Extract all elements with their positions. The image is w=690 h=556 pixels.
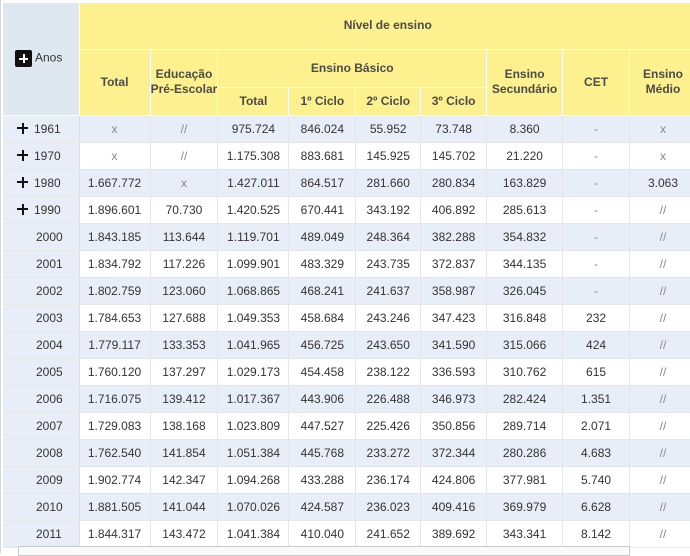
data-cell: 123.060 bbox=[150, 277, 218, 304]
year-label: 2006 bbox=[36, 392, 63, 406]
data-cell: // bbox=[630, 466, 690, 493]
year-label: 2004 bbox=[36, 338, 63, 352]
data-cell: 1.029.173 bbox=[218, 358, 289, 385]
data-cell: 344.135 bbox=[487, 250, 563, 277]
expand-row-icon[interactable] bbox=[17, 177, 28, 188]
year-cell[interactable] bbox=[3, 115, 79, 142]
ciclo-3-header: 3º Ciclo bbox=[421, 87, 487, 115]
data-cell: 248.364 bbox=[356, 223, 421, 250]
table-row bbox=[3, 196, 690, 223]
data-cell: 369.979 bbox=[487, 493, 563, 520]
data-cell: // bbox=[630, 196, 690, 223]
table-header bbox=[3, 3, 690, 115]
year-cell bbox=[3, 250, 79, 277]
year-label: 2002 bbox=[36, 284, 63, 298]
data-cell: 1.049.353 bbox=[218, 304, 289, 331]
table-row bbox=[3, 385, 690, 412]
data-cell: 1.843.185 bbox=[79, 223, 150, 250]
year-cell bbox=[3, 466, 79, 493]
data-cell: x bbox=[630, 142, 690, 169]
data-cell: 73.748 bbox=[421, 115, 487, 142]
data-cell: 864.517 bbox=[289, 169, 356, 196]
data-cell: x bbox=[630, 115, 690, 142]
data-cell: 137.297 bbox=[150, 358, 218, 385]
data-cell: 310.762 bbox=[487, 358, 563, 385]
data-cell: 975.724 bbox=[218, 115, 289, 142]
data-cell: 389.692 bbox=[421, 520, 487, 547]
data-cell: 1.070.026 bbox=[218, 493, 289, 520]
data-cell: 883.681 bbox=[289, 142, 356, 169]
data-cell: 358.987 bbox=[421, 277, 487, 304]
data-cell: // bbox=[630, 223, 690, 250]
data-cell: 483.329 bbox=[289, 250, 356, 277]
data-cell: 1.068.865 bbox=[218, 277, 289, 304]
table-row bbox=[3, 520, 690, 547]
data-cell: 1.094.268 bbox=[218, 466, 289, 493]
data-cell: 141.854 bbox=[150, 439, 218, 466]
data-cell: 326.045 bbox=[487, 277, 563, 304]
table-row bbox=[3, 115, 690, 142]
data-cell: // bbox=[630, 439, 690, 466]
data-cell: 285.613 bbox=[487, 196, 563, 223]
year-cell[interactable] bbox=[3, 169, 79, 196]
data-cell: 468.241 bbox=[289, 277, 356, 304]
ensino-basico-header: Ensino Básico bbox=[218, 49, 487, 87]
data-cell: x bbox=[150, 169, 218, 196]
basico-total-header: Total bbox=[218, 87, 289, 115]
anos-label: Anos bbox=[35, 51, 62, 65]
data-cell: - bbox=[563, 169, 630, 196]
data-cell: 241.652 bbox=[356, 520, 421, 547]
year-label: 2007 bbox=[36, 419, 63, 433]
total-header: Total bbox=[79, 49, 150, 115]
year-cell bbox=[3, 277, 79, 304]
data-cell: 145.925 bbox=[356, 142, 421, 169]
data-cell: // bbox=[630, 250, 690, 277]
year-label: 2008 bbox=[36, 446, 63, 460]
year-cell bbox=[3, 331, 79, 358]
data-cell: 424.587 bbox=[289, 493, 356, 520]
data-cell: 1.762.540 bbox=[79, 439, 150, 466]
year-cell[interactable] bbox=[3, 196, 79, 223]
data-cell: 236.174 bbox=[356, 466, 421, 493]
data-cell: 445.768 bbox=[289, 439, 356, 466]
data-cell: 336.593 bbox=[421, 358, 487, 385]
data-cell: - bbox=[563, 142, 630, 169]
data-cell: // bbox=[630, 358, 690, 385]
year-label: 2011 bbox=[36, 527, 62, 541]
year-label: 2009 bbox=[36, 473, 63, 487]
year-label: 2001 bbox=[36, 257, 63, 271]
data-cell: 55.952 bbox=[356, 115, 421, 142]
table-row bbox=[3, 169, 690, 196]
data-cell: 1.760.120 bbox=[79, 358, 150, 385]
year-cell bbox=[3, 385, 79, 412]
ciclo-1-header: 1º Ciclo bbox=[289, 87, 356, 115]
data-cell: 1.881.505 bbox=[79, 493, 150, 520]
data-cell: 846.024 bbox=[289, 115, 356, 142]
year-label: 2003 bbox=[36, 311, 63, 325]
data-cell: 243.246 bbox=[356, 304, 421, 331]
data-cell: 406.892 bbox=[421, 196, 487, 223]
data-cell: 5.740 bbox=[563, 466, 630, 493]
year-cell bbox=[3, 358, 79, 385]
data-cell: 1.834.792 bbox=[79, 250, 150, 277]
data-cell: // bbox=[150, 142, 218, 169]
data-cell: 1.099.901 bbox=[218, 250, 289, 277]
data-cell: 341.590 bbox=[421, 331, 487, 358]
table-row bbox=[3, 412, 690, 439]
data-cell: 409.416 bbox=[421, 493, 487, 520]
data-cell: 1.779.117 bbox=[79, 331, 150, 358]
expand-all-icon[interactable] bbox=[15, 50, 32, 67]
data-cell: 1.427.011 bbox=[218, 169, 289, 196]
data-cell: 236.023 bbox=[356, 493, 421, 520]
data-cell: 1.175.308 bbox=[218, 142, 289, 169]
ensino-medio-header: Ensino Médio bbox=[630, 49, 690, 115]
data-cell: 8.360 bbox=[487, 115, 563, 142]
data-cell: 8.142 bbox=[563, 520, 630, 547]
data-cell: 281.660 bbox=[356, 169, 421, 196]
data-cell: - bbox=[563, 115, 630, 142]
data-cell: // bbox=[630, 412, 690, 439]
data-cell: 163.829 bbox=[487, 169, 563, 196]
year-label: 1980 bbox=[34, 176, 61, 190]
table-row bbox=[3, 358, 690, 385]
table-row bbox=[3, 277, 690, 304]
data-cell: 372.344 bbox=[421, 439, 487, 466]
data-cell: 1.119.701 bbox=[218, 223, 289, 250]
data-cell: 21.220 bbox=[487, 142, 563, 169]
data-cell: 1.784.653 bbox=[79, 304, 150, 331]
data-cell: - bbox=[563, 250, 630, 277]
pre-escolar-header: Educação Pré-Escolar bbox=[150, 49, 218, 115]
data-cell: 347.423 bbox=[421, 304, 487, 331]
data-cell: 433.288 bbox=[289, 466, 356, 493]
ensino-secundario-header: Ensino Secundário bbox=[487, 49, 563, 115]
data-cell: - bbox=[563, 277, 630, 304]
expand-row-icon[interactable] bbox=[17, 150, 28, 161]
data-cell: // bbox=[630, 277, 690, 304]
year-cell bbox=[3, 520, 79, 547]
data-cell: 454.458 bbox=[289, 358, 356, 385]
year-cell[interactable] bbox=[3, 142, 79, 169]
table-row bbox=[3, 331, 690, 358]
data-cell: // bbox=[630, 304, 690, 331]
data-cell: 2.071 bbox=[563, 412, 630, 439]
data-cell: 346.973 bbox=[421, 385, 487, 412]
data-cell: 1.667.772 bbox=[79, 169, 150, 196]
data-cell: 1.023.809 bbox=[218, 412, 289, 439]
data-cell: 456.725 bbox=[289, 331, 356, 358]
data-cell: 233.272 bbox=[356, 439, 421, 466]
data-cell: // bbox=[150, 115, 218, 142]
year-cell bbox=[3, 304, 79, 331]
year-label: 2010 bbox=[36, 500, 63, 514]
expand-row-icon[interactable] bbox=[17, 204, 28, 215]
table-row bbox=[3, 466, 690, 493]
data-cell: 133.353 bbox=[150, 331, 218, 358]
data-cell: 243.650 bbox=[356, 331, 421, 358]
year-label: 2000 bbox=[36, 230, 63, 244]
data-cell: 354.832 bbox=[487, 223, 563, 250]
data-cell: 489.049 bbox=[289, 223, 356, 250]
data-cell: 238.122 bbox=[356, 358, 421, 385]
data-cell: 670.441 bbox=[289, 196, 356, 223]
data-cell: 113.644 bbox=[150, 223, 218, 250]
data-cell: 1.902.774 bbox=[79, 466, 150, 493]
data-cell: 382.288 bbox=[421, 223, 487, 250]
data-cell: 1.729.083 bbox=[79, 412, 150, 439]
data-cell: 424 bbox=[563, 331, 630, 358]
year-label: 1961 bbox=[34, 122, 61, 136]
data-cell: 424.806 bbox=[421, 466, 487, 493]
data-cell: 316.848 bbox=[487, 304, 563, 331]
year-label: 1990 bbox=[34, 203, 61, 217]
year-label: 1970 bbox=[34, 149, 61, 163]
data-cell: - bbox=[563, 196, 630, 223]
data-cell: 372.837 bbox=[421, 250, 487, 277]
data-cell: 410.040 bbox=[289, 520, 356, 547]
data-cell: 282.424 bbox=[487, 385, 563, 412]
data-cell: 350.856 bbox=[421, 412, 487, 439]
data-cell: 1.802.759 bbox=[79, 277, 150, 304]
data-cell: 243.735 bbox=[356, 250, 421, 277]
data-cell: 143.472 bbox=[150, 520, 218, 547]
table-row bbox=[3, 439, 690, 466]
data-cell: 458.684 bbox=[289, 304, 356, 331]
data-cell: 443.906 bbox=[289, 385, 356, 412]
anos-expand-header[interactable] bbox=[3, 3, 79, 115]
data-cell: 289.714 bbox=[487, 412, 563, 439]
table-row bbox=[3, 142, 690, 169]
data-cell: 1.896.601 bbox=[79, 196, 150, 223]
year-cell bbox=[3, 493, 79, 520]
data-cell: // bbox=[630, 331, 690, 358]
data-cell: 3.063 bbox=[630, 169, 690, 196]
data-cell: 1.844.317 bbox=[79, 520, 150, 547]
education-data-table bbox=[3, 3, 690, 548]
cet-header: CET bbox=[563, 49, 630, 115]
data-cell: 1.017.367 bbox=[218, 385, 289, 412]
data-cell: // bbox=[630, 520, 690, 547]
data-cell: 6.628 bbox=[563, 493, 630, 520]
data-cell: 343.192 bbox=[356, 196, 421, 223]
data-cell: 145.702 bbox=[421, 142, 487, 169]
data-cell: 225.426 bbox=[356, 412, 421, 439]
data-cell: 117.226 bbox=[150, 250, 218, 277]
data-cell: 615 bbox=[563, 358, 630, 385]
data-cell: 70.730 bbox=[150, 196, 218, 223]
data-cell: 1.716.075 bbox=[79, 385, 150, 412]
data-cell: 280.834 bbox=[421, 169, 487, 196]
data-cell: 1.420.525 bbox=[218, 196, 289, 223]
data-cell: 138.168 bbox=[150, 412, 218, 439]
data-cell: - bbox=[563, 223, 630, 250]
table-row bbox=[3, 250, 690, 277]
data-cell: 139.412 bbox=[150, 385, 218, 412]
year-label: 2005 bbox=[36, 365, 63, 379]
table-body bbox=[3, 115, 690, 547]
data-cell: 127.688 bbox=[150, 304, 218, 331]
nivel-de-ensino-header: Nível de ensino bbox=[79, 3, 690, 49]
data-cell: x bbox=[79, 142, 150, 169]
data-cell: // bbox=[630, 493, 690, 520]
data-cell: 1.041.384 bbox=[218, 520, 289, 547]
horizontal-scrollbar[interactable] bbox=[18, 546, 630, 556]
ciclo-2-header: 2º Ciclo bbox=[356, 87, 421, 115]
year-cell bbox=[3, 439, 79, 466]
table-row bbox=[3, 493, 690, 520]
data-cell: 226.488 bbox=[356, 385, 421, 412]
data-cell: 377.981 bbox=[487, 466, 563, 493]
year-cell bbox=[3, 223, 79, 250]
table-row bbox=[3, 223, 690, 250]
data-cell: // bbox=[630, 385, 690, 412]
data-cell: 315.066 bbox=[487, 331, 563, 358]
data-cell: 232 bbox=[563, 304, 630, 331]
data-cell: 4.683 bbox=[563, 439, 630, 466]
data-cell: 280.286 bbox=[487, 439, 563, 466]
data-cell: 343.341 bbox=[487, 520, 563, 547]
data-cell: 1.351 bbox=[563, 385, 630, 412]
table-row bbox=[3, 304, 690, 331]
data-cell: 1.041.965 bbox=[218, 331, 289, 358]
data-cell: 241.637 bbox=[356, 277, 421, 304]
expand-row-icon[interactable] bbox=[17, 123, 28, 134]
data-cell: 141.044 bbox=[150, 493, 218, 520]
data-cell: x bbox=[79, 115, 150, 142]
year-cell bbox=[3, 412, 79, 439]
data-cell: 142.347 bbox=[150, 466, 218, 493]
data-cell: 447.527 bbox=[289, 412, 356, 439]
data-cell: 1.051.384 bbox=[218, 439, 289, 466]
